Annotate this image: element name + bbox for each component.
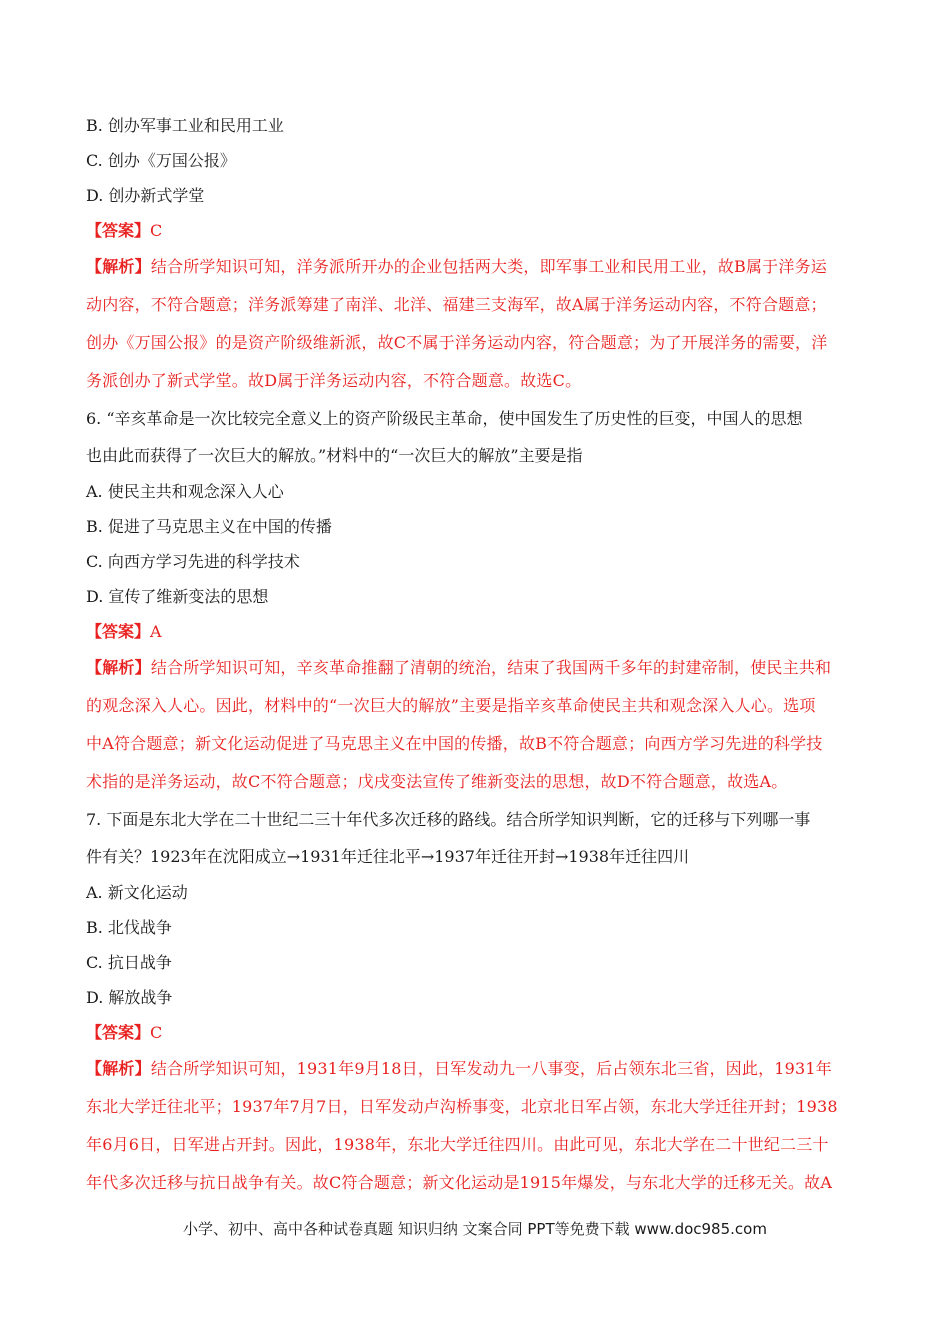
question-stem: 7. 下面是东北大学在二十世纪二三十年代多次迁移的路线。结合所学知识判断，它的迁移与下列哪一事 — [86, 810, 811, 829]
question-stem: 也由此而获得了一次巨大的解放。”材料中的“一次巨大的解放”主要是指 — [86, 446, 583, 465]
page-footer: 小学、初中、高中各种试卷真题 知识归纳 文案合同 PPT等免费下载 www.doc985.com — [183, 1220, 767, 1238]
answer-tag: 【答案】 — [86, 221, 151, 240]
question-stem: 件有关？1923年在沈阳成立→1931年迁往北平→1937年迁往开封→1938年迁往四川 — [86, 847, 690, 866]
option-b: B. 北伐战争 — [86, 918, 172, 937]
answer-tag: 【答案】 — [86, 1023, 151, 1042]
option-c: C. 创办《万国公报》 — [86, 151, 236, 170]
option-a: A. 使民主共和观念深入人心 — [86, 482, 284, 501]
analysis-line: 年6月6日，日军进占开封。因此，1938年，东北大学迁往四川。由此可见，东北大学在二十世纪二三十 — [86, 1135, 829, 1154]
analysis-line: 务派创办了新式学堂。故D属于洋务运动内容，不符合题意。故选C。 — [86, 371, 582, 390]
answer-value: C — [150, 221, 163, 240]
analysis — [86, 248, 862, 400]
option-c: C. 向西方学习先进的科学技术 — [86, 552, 300, 571]
analysis-line: 创办《万国公报》的是资产阶级维新派，故C不属于洋务运动内容，符合题意；为了开展洋务的需要，洋 — [86, 333, 828, 352]
answer — [86, 1015, 862, 1050]
answer-value: A — [150, 622, 162, 641]
question-6 — [86, 400, 862, 801]
analysis-line: 【解析】结合所学知识可知，洋务派所开办的企业包括两大类，即军事工业和民用工业，故B属于洋务运 — [86, 257, 827, 276]
option-d: D. 解放战争 — [86, 988, 173, 1007]
analysis-line: 东北大学迁往北平；1937年7月7日，日军发动卢沟桥事变，北京北日军占领，东北大学迁往开封；1938 — [86, 1097, 838, 1116]
question-stem: 6. “辛亥革命是一次比较完全意义上的资产阶级民主革命，使中国发生了历史性的巨变，中国人的思想 — [86, 409, 803, 428]
question-7 — [86, 801, 862, 1202]
analysis-tag: 【解析】 — [86, 658, 151, 677]
analysis-line: 年代多次迁移与抗日战争有关。故C符合题意；新文化运动是1915年爆发，与东北大学的迁移无关。故A — [86, 1173, 833, 1192]
document-page — [86, 108, 862, 1202]
option-c: C. 抗日战争 — [86, 953, 172, 972]
analysis — [86, 1050, 862, 1202]
analysis-line: 【解析】结合所学知识可知，1931年9月18日，日军发动九一八事变，后占领东北三省，因此，1931年 — [86, 1059, 832, 1078]
analysis-tag: 【解析】 — [86, 257, 151, 276]
option-a: A. 新文化运动 — [86, 883, 188, 902]
answer-tag: 【答案】 — [86, 622, 151, 641]
question-5 — [86, 108, 862, 400]
option-b: B. 促进了马克思主义在中国的传播 — [86, 517, 332, 536]
analysis-line: 的观念深入人心。因此，材料中的“一次巨大的解放”主要是指辛亥革命使民主共和观念深入人心。选项 — [86, 696, 816, 715]
analysis-line: 术指的是洋务运动，故C不符合题意；戊戌变法宣传了维新变法的思想，故D不符合题意，故选A。 — [86, 772, 788, 791]
answer-value: C — [150, 1023, 163, 1042]
option-b: B. 创办军事工业和民用工业 — [86, 116, 284, 135]
analysis-tag: 【解析】 — [86, 1059, 151, 1078]
analysis-line: 中A符合题意；新文化运动促进了马克思主义在中国的传播，故B不符合题意；向西方学习先进的科学技 — [86, 734, 823, 753]
analysis — [86, 649, 862, 801]
analysis-line: 【解析】结合所学知识可知，辛亥革命推翻了清朝的统治，结束了我国两千多年的封建帝制，使民主共和 — [86, 658, 832, 677]
answer — [86, 614, 862, 649]
analysis-line: 动内容，不符合题意；洋务派筹建了南洋、北洋、福建三支海军，故A属于洋务运动内容，不符合题意； — [86, 295, 827, 314]
option-d: D. 创办新式学堂 — [86, 186, 205, 205]
answer — [86, 213, 862, 248]
option-d: D. 宣传了维新变法的思想 — [86, 587, 269, 606]
